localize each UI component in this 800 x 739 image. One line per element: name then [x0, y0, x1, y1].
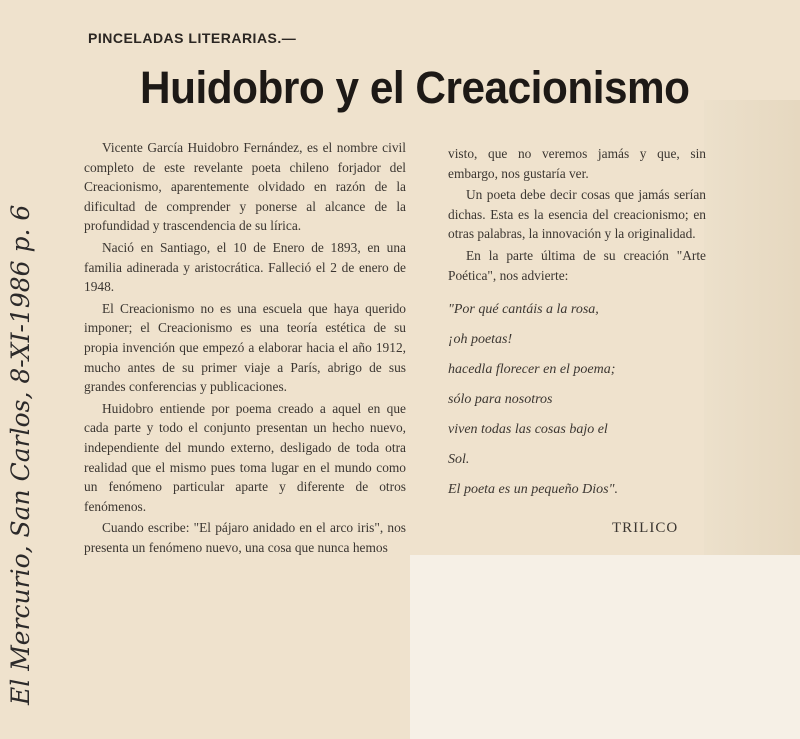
paragraph: En la parte última de su creación "Arte Poética", nos advierte:: [448, 247, 706, 283]
poem-line: ¡oh poetas!: [448, 332, 513, 348]
section-kicker: PINCELADAS LITERARIAS.—: [88, 30, 297, 46]
paragraph: El Creacionismo no es una escuela que haya querido imponer; el Creacionismo es una teoría estética de su propia invención que empezó a elaborar hacia el año 1912, mucho antes de su primer viaje a París, abrigo de sus grandes conferencias y publicaciones.: [84, 300, 406, 395]
paragraph: Nació en Santiago, el 10 de Enero de 1893, en una familia adinerada y aristocrática. Falleció el 2 de enero de 1948.: [84, 239, 406, 295]
article-column-left: [84, 138, 406, 557]
paragraph: Vicente García Huidobro Fernández, es el nombre civil completo de este revelante poeta chileno forjador del Creacionismo, aparentemente olvidado en razón de la dificultad de comprender y ponerse al alcance de la profundidad y trascendencia de su lírica.: [84, 140, 406, 234]
article-headline: Huidobro y el Creacionismo: [140, 62, 690, 113]
poem-line: hacedla florecer en el poema;: [448, 362, 616, 378]
poem-quote: [448, 295, 706, 505]
paragraph: Huidobro entiende por poema creado a aquel en que cada parte y todo el conjunto presentan un hecho nuevo, independiente del mundo externo, desligado de toda otra realidad que el mismo pues toma lugar en el mundo como un fenómeno particular aparte y diferente de otros fenómenos.: [84, 400, 406, 514]
poem-line: El poeta es un pequeño Dios".: [448, 482, 618, 498]
poem-line: viven todas las cosas bajo el: [448, 422, 608, 438]
paragraph: Un poeta debe decir cosas que jamás serían dichas. Esta es la esencia del creacionismo; en otras palabras, la innovación y la originalidad.: [448, 187, 706, 242]
adjacent-print-bleed: [704, 100, 800, 555]
article-column-right: [448, 144, 706, 505]
paragraph: visto, que no veremos jamás y que, sin embargo, nos gustaría ver.: [448, 146, 706, 181]
handwritten-source-note: El Mercurio, San Carlos, 8-XI-1986 p. 6: [6, 204, 35, 705]
author-signature: TRILICO: [612, 520, 679, 536]
paragraph: Cuando escribe: "El pájaro anidado en el arco iris", nos presenta un fenómeno nuevo, una cosa que nunca hemos: [84, 520, 406, 555]
poem-line: "Por qué cantáis a la rosa,: [448, 302, 599, 318]
poem-line: sólo para nosotros: [448, 392, 553, 408]
scan-background: [410, 555, 800, 739]
poem-line: Sol.: [448, 452, 470, 468]
